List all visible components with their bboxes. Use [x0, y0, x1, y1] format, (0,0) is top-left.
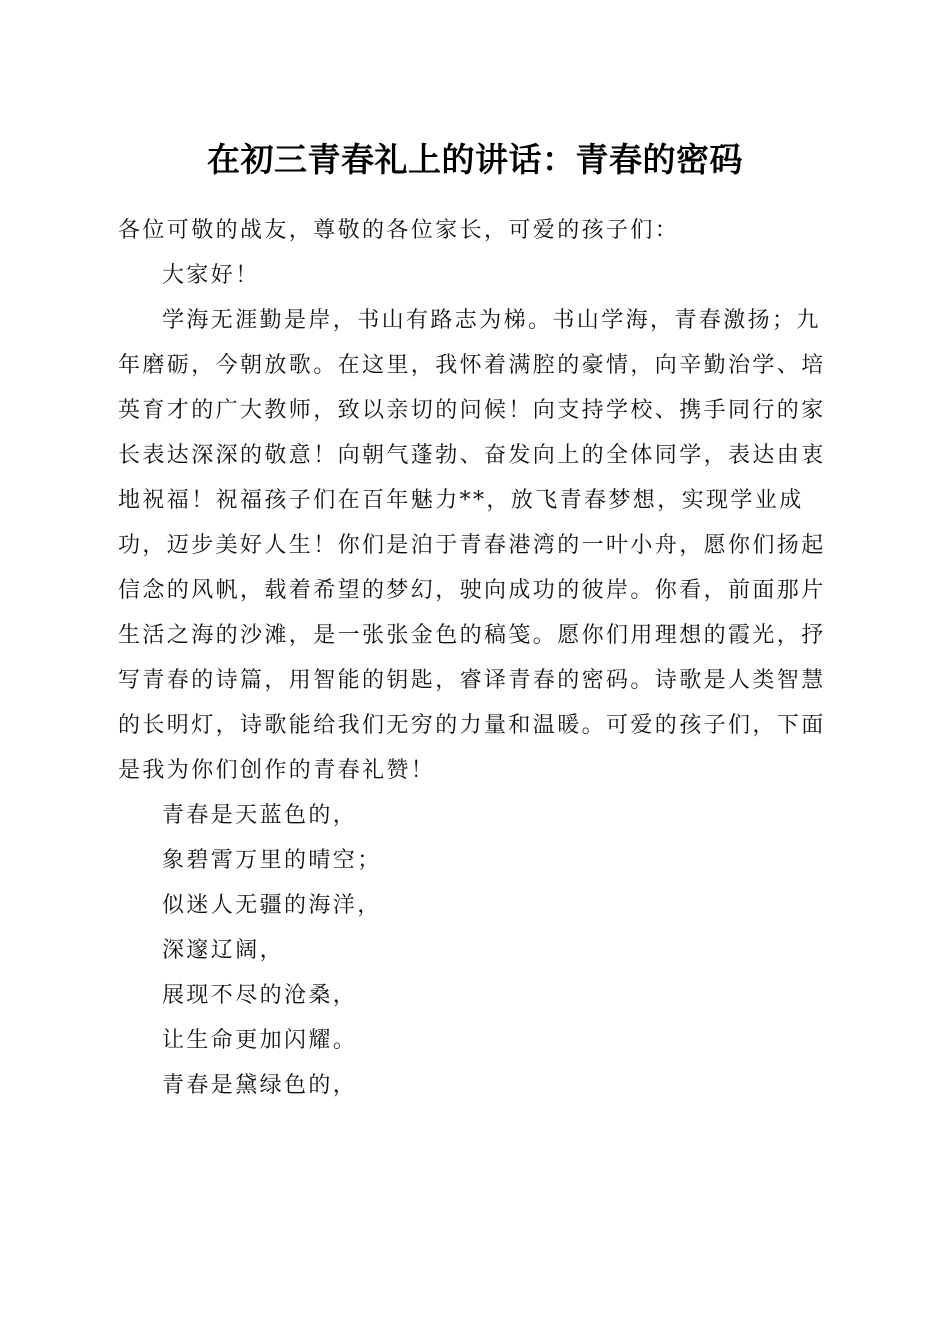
poem-line: 象碧霄万里的晴空；: [162, 848, 382, 873]
document-title: 在初三青春礼上的讲话：青春的密码: [207, 140, 743, 179]
poem-line: 深邃辽阔，: [162, 938, 285, 963]
greeting: 大家好！: [162, 263, 260, 288]
poem-line: 让生命更加闪耀。: [162, 1028, 358, 1053]
poem-line: 似迷人无疆的海洋，: [162, 893, 382, 918]
poem-line: 青春是黛绿色的，: [162, 1073, 358, 1098]
poem-line: 展现不尽的沧桑，: [162, 983, 358, 1008]
main-paragraph: 学海无涯勤是岸，书山有路志为梯。书山学海，青春激扬；九年磨砺，今朝放歌。在这里，我怀着满腔的豪情，向辛勤治学、培英育才的广大教师，致以亲切的问候！向支持学校、携手同行的家长表达深深的敬意！向朝气蓬勃、奋发向上的全体同学，表达由衷地祝福！祝福孩子们在百年魅力**，放飞青春梦想，实现学业成功，迈步美好人生！你们是泊于青春港湾的一叶小舟，愿你们扬起信念的风帆，载着希望的梦幻，驶向成功的彼岸。你看，前面那片生活之海的沙滩，是一张张金色的稿笺。愿你们用理想的霞光，抒写青春的诗篇，用智能的钥匙，睿译青春的密码。诗歌是人类智慧的长明灯，诗歌能给我们无穷的力量和温暖。可爱的孩子们，下面是我为你们创作的青春礼赞！: [118, 308, 826, 783]
document-body: [118, 208, 830, 1108]
salutation: 各位可敬的战友，尊敬的各位家长，可爱的孩子们：: [118, 218, 680, 243]
poem-line: 青春是天蓝色的，: [162, 803, 358, 828]
